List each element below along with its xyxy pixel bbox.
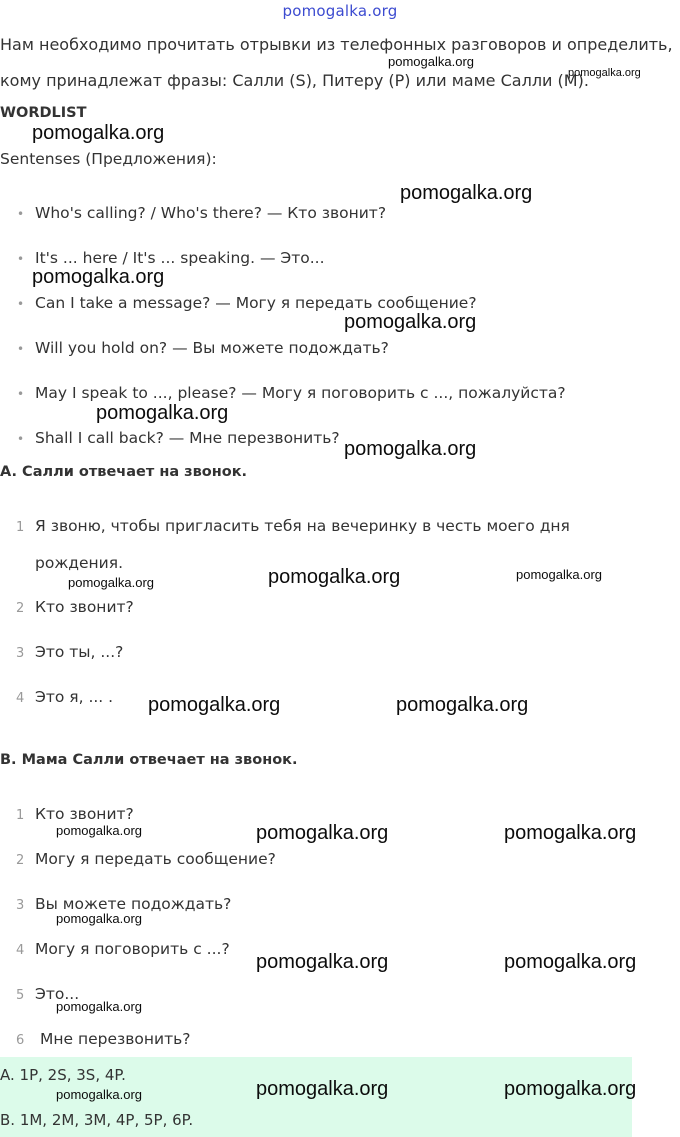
list-item: Мне перезвонить? — [40, 1030, 191, 1048]
list-item: It's ... here / It's ... speaking. — Это... — [35, 249, 325, 267]
list-item: Can I take a message? — Могу я передать сообщение? — [35, 294, 477, 312]
watermark: pomogalka.org — [56, 911, 142, 926]
item-number: 3 — [16, 898, 25, 913]
wordlist-subheading: Sentenses (Предложения): — [0, 150, 217, 168]
watermark: pomogalka.org — [504, 822, 637, 844]
list-item: Кто звонит? — [35, 598, 134, 616]
watermark: pomogalka.org — [32, 122, 165, 144]
site-title[interactable]: pomogalka.org — [282, 2, 398, 20]
list-item: Я звоню, чтобы пригласить тебя на вечеринку в честь моего дня — [35, 517, 570, 535]
watermark: pomogalka.org — [400, 182, 533, 204]
item-number: 2 — [16, 853, 25, 868]
section-b-heading: B. Мама Салли отвечает на звонок. — [0, 752, 298, 768]
watermark: pomogalka.org — [256, 951, 389, 973]
list-item: Who's calling? / Who's there? — Кто звонит? — [35, 204, 387, 222]
list-item: Вы можете подождать? — [35, 895, 232, 913]
item-number: 2 — [16, 601, 25, 616]
bullet-icon: • — [17, 342, 25, 356]
list-item: May I speak to ..., please? — Могу я поговорить с ..., пожалуйста? — [35, 384, 566, 402]
intro-line-1: Нам необходимо прочитать отрывки из телефонных разговоров и определить, — [0, 35, 673, 54]
list-item: Это я, ... . — [35, 688, 114, 706]
watermark: pomogalka.org — [344, 438, 477, 460]
watermark: pomogalka.org — [56, 1087, 142, 1102]
item-number: 4 — [16, 943, 25, 958]
bullet-icon: • — [17, 252, 25, 266]
watermark: pomogalka.org — [516, 567, 602, 582]
answer-a: A. 1P, 2S, 3S, 4P. — [0, 1066, 126, 1084]
watermark: pomogalka.org — [388, 54, 474, 69]
item-number: 6 — [16, 1033, 25, 1048]
watermark: pomogalka.org — [32, 266, 165, 288]
section-a-heading: A. Салли отвечает на звонок. — [0, 464, 248, 480]
list-item: Могу я передать сообщение? — [35, 850, 276, 868]
item-number: 1 — [16, 520, 25, 535]
watermark: pomogalka.org — [256, 1078, 389, 1100]
watermark: pomogalka.org — [56, 823, 142, 838]
answer-b: B. 1M, 2M, 3M, 4P, 5P, 6P. — [0, 1111, 194, 1129]
item-number: 5 — [16, 988, 25, 1003]
watermark: pomogalka.org — [148, 694, 281, 716]
watermark: pomogalka.org — [268, 566, 401, 588]
list-item: Это... — [35, 985, 80, 1003]
bullet-icon: • — [17, 297, 25, 311]
bullet-icon: • — [17, 432, 25, 446]
watermark: pomogalka.org — [396, 694, 529, 716]
intro-line-2: кому принадлежат фразы: Салли (S), Питеру (P) или маме Салли (M). — [0, 71, 589, 90]
bullet-icon: • — [17, 387, 25, 401]
list-item: Могу я поговорить с ...? — [35, 940, 230, 958]
item-number: 4 — [16, 691, 25, 706]
watermark: pomogalka.org — [68, 575, 154, 590]
bullet-icon: • — [17, 207, 25, 221]
watermark: pomogalka.org — [504, 1078, 637, 1100]
list-item-continued: рождения. — [35, 554, 123, 572]
list-item: Кто звонит? — [35, 805, 134, 823]
watermark: pomogalka.org — [344, 311, 477, 333]
watermark: pomogalka.org — [504, 951, 637, 973]
wordlist-heading: WORDLIST — [0, 105, 87, 121]
list-item: Will you hold on? — Вы можете подождать? — [35, 339, 389, 357]
list-item: Это ты, ...? — [35, 643, 124, 661]
item-number: 3 — [16, 646, 25, 661]
watermark: pomogalka.org — [568, 67, 641, 79]
watermark: pomogalka.org — [56, 999, 142, 1014]
watermark: pomogalka.org — [256, 822, 389, 844]
watermark: pomogalka.org — [96, 402, 229, 424]
item-number: 1 — [16, 808, 25, 823]
list-item: Shall I call back? — Мне перезвонить? — [35, 429, 340, 447]
